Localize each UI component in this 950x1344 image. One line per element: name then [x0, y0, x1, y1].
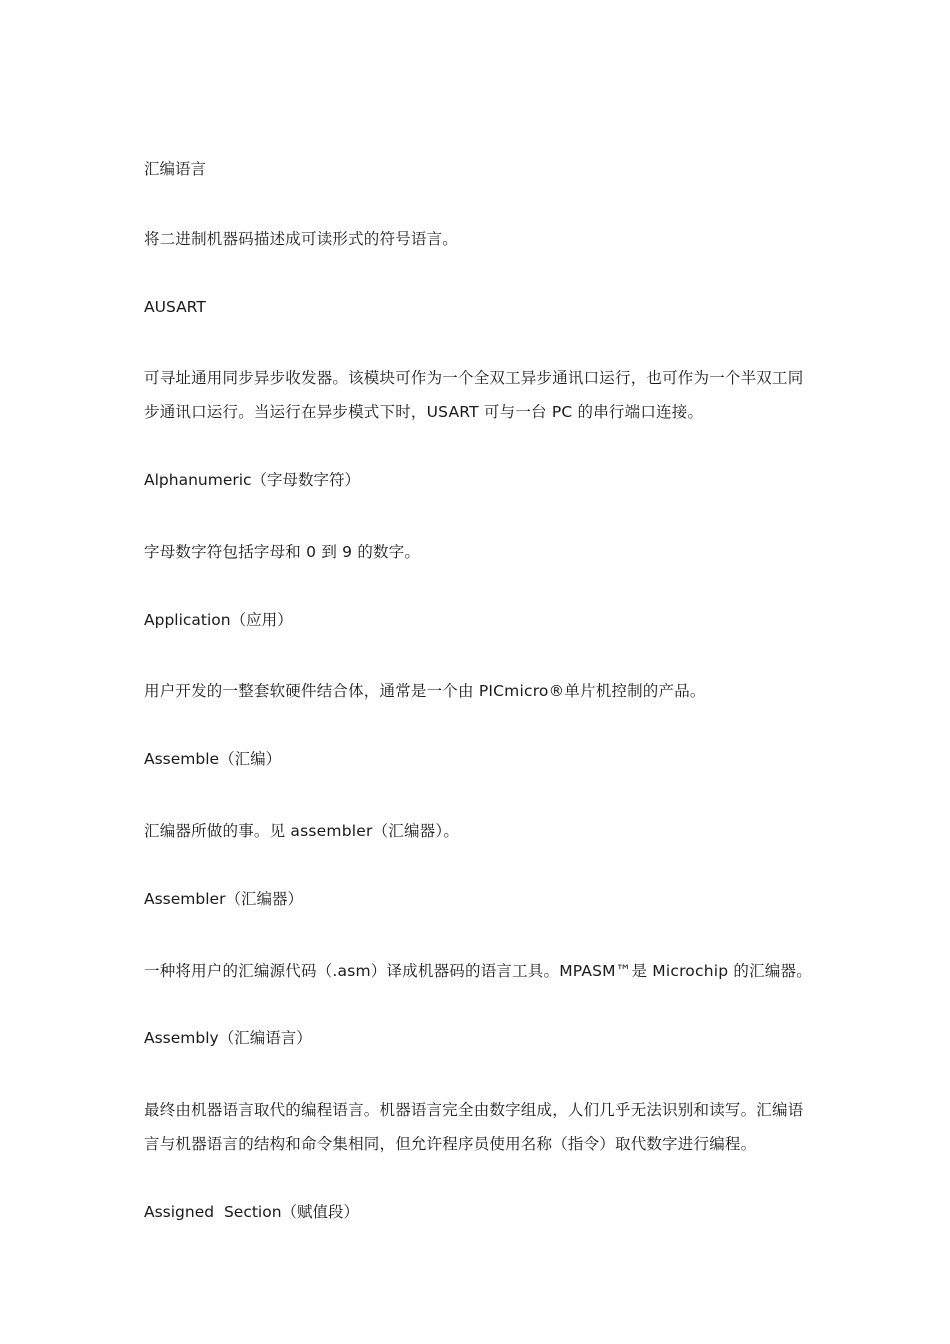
definition-alphanumeric: 字母数字符包括字母和 0 到 9 的数字。: [144, 543, 421, 561]
term-alphanumeric: Alphanumeric（字母数字符）: [144, 471, 361, 489]
definition-assembly: 最终由机器语言取代的编程语言。机器语言完全由数字组成，人们几乎无法识别和读写。汇编语言与机器语言的结构和命令集相同，但允许程序员使用名称（指令）取代数字进行编程。: [144, 1101, 804, 1153]
term-assembly-language: 汇编语言: [144, 160, 207, 178]
definition-ausart: 可寻址通用同步异步收发器。该模块可作为一个全双工异步通讯口运行，也可作为一个半双工同步通讯口运行。当运行在异步模式下时，USART 可与一台 PC 的串行端口连接。: [144, 369, 804, 421]
definition-assembler: 一种将用户的汇编源代码（.asm）译成机器码的语言工具。MPASM™是 Microchip 的汇编器。: [144, 962, 812, 980]
definition-application: 用户开发的一整套软硬件结合体，通常是一个由 PICmicro®单片机控制的产品。: [144, 682, 706, 700]
definition-assemble: 汇编器所做的事。见 assembler（汇编器）。: [144, 822, 460, 840]
term-ausart: AUSART: [144, 298, 206, 316]
term-assigned-section: Assigned Section（赋值段）: [144, 1203, 360, 1221]
term-assemble: Assemble（汇编）: [144, 750, 282, 768]
term-assembler: Assembler（汇编器）: [144, 890, 303, 908]
term-application: Application（应用）: [144, 611, 293, 629]
term-assembly: Assembly（汇编语言）: [144, 1029, 312, 1047]
definition-assembly-language: 将二进制机器码描述成可读形式的符号语言。: [144, 230, 459, 248]
